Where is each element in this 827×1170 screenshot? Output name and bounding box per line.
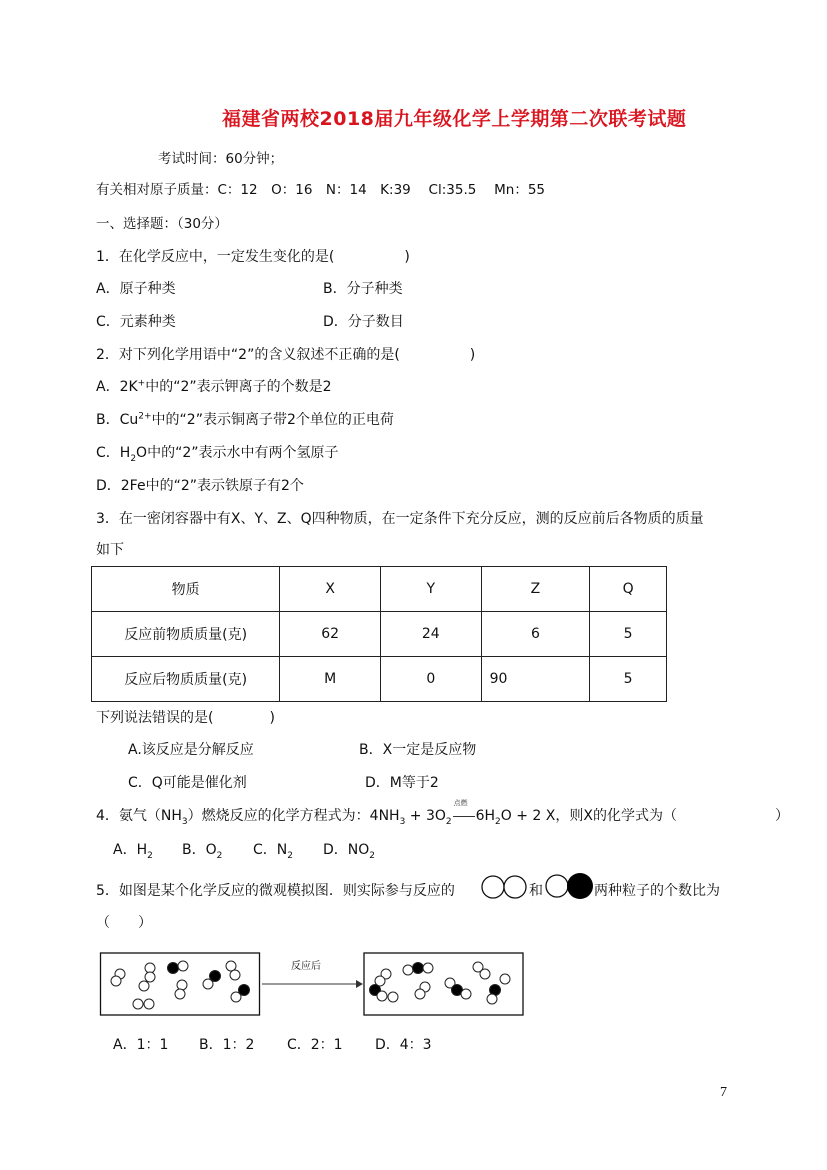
question-5-paren: （ ） <box>96 915 152 931</box>
q3-option-d: D．M等于2 <box>365 775 439 791</box>
page-number: 7 <box>720 1085 727 1100</box>
q4-option-c: C．$N_2$ <box>253 842 293 861</box>
table-cell: 0 <box>380 657 481 702</box>
question-3-stem-cont: 如下 <box>96 542 124 558</box>
question-2-stem: 2．对下列化学用语中“2”的含义叙述不正确的是( ) <box>96 347 476 363</box>
question-4-stem: 4．氨气$(NH_3)$燃烧反应的化学方程式为：$4NH_3 + 3O_2$ 点燃 $6H_2O + 2$ X，则X的化学式为（ ） <box>96 799 789 827</box>
q4-option-b: B．$O_2$ <box>182 842 223 861</box>
q1-option-a: A．原子种类 <box>96 281 176 297</box>
table-cell: 62 <box>280 612 381 657</box>
table-row <box>92 567 667 612</box>
question-1-stem: 1．在化学反应中，一定发生变化的是( ) <box>96 249 410 265</box>
table-cell: M <box>280 657 381 702</box>
q1-option-c: C．元素种类 <box>96 314 176 330</box>
q5-option-c: C．2：1 <box>287 1037 343 1053</box>
question-3-stem: 3．在一密闭容器中有X、Y、Z、Q四种物质，在一定条件下充分反应，测的反应前后各物质的质量 <box>96 511 704 527</box>
exam-time: 考试时间：60分钟； <box>158 151 284 167</box>
q4-option-a: A．$H_2$ <box>113 842 153 861</box>
table-cell: X <box>280 567 381 612</box>
table-cell: 5 <box>590 612 667 657</box>
section-heading: 一、选择题：（30分） <box>96 216 228 232</box>
mass-table <box>91 566 667 702</box>
table-cell: 5 <box>590 657 667 702</box>
q2-option-b: B．$Cu^{2+}$中的“2”表示铜离子带2个单位的正电荷 <box>96 411 394 428</box>
question-5-stem-post: 两种粒子的个数比为 <box>594 883 720 899</box>
q5-option-d: D．4：3 <box>375 1037 432 1053</box>
q3-option-b: B．X一定是反应物 <box>359 742 477 758</box>
white-molecule-icon <box>481 874 529 900</box>
table-cell: Z <box>481 567 590 612</box>
q3-option-c: C．Q可能是催化剂 <box>128 775 247 791</box>
table-cell: 90 <box>481 657 590 702</box>
reaction-condition: 点燃 <box>452 809 476 823</box>
table-cell: 反应后物质质量(克) <box>92 657 280 702</box>
atomic-mass: 有关相对原子质量：C：12 O：16 N：14 K:39 Cl:35.5 Mn：55 <box>96 182 546 198</box>
table-cell: 24 <box>380 612 481 657</box>
table-cell: Q <box>590 567 667 612</box>
q3-option-a: A.该反应是分解反应 <box>128 742 254 758</box>
after-box <box>364 953 523 1015</box>
q1-option-b: B．分子种类 <box>323 281 403 297</box>
q2-option-d: D．2Fe中的“2”表示铁原子有2个 <box>96 478 304 494</box>
table-cell: 6 <box>481 612 590 657</box>
q2-option-a: A．2K+中的“2”表示钾离子的个数是2 <box>96 378 332 395</box>
arrow-label: 反应后 <box>291 961 321 972</box>
table-cell: 物质 <box>92 567 280 612</box>
question-3-prompt: 下列说法错误的是( ) <box>96 710 275 726</box>
q2-option-c: C．$H_2O$中的“2”表示水中有两个氢原子 <box>96 445 339 464</box>
page-title: 福建省两校2018届九年级化学上学期第二次联考试题 <box>222 108 687 130</box>
q5-option-b: B．1：2 <box>199 1037 255 1053</box>
question-5-stem-mid: 和 <box>529 883 543 899</box>
question-5-stem-pre: 5．如图是某个化学反应的微观模拟图．则实际参与反应的 <box>96 883 455 899</box>
q4-option-d: D．$NO_2$ <box>323 842 376 861</box>
table-cell: 反应前物质质量(克) <box>92 612 280 657</box>
table-row <box>92 657 667 702</box>
q1-option-d: D．分子数目 <box>323 314 404 330</box>
table-row <box>92 612 667 657</box>
table-cell: Y <box>380 567 481 612</box>
black-molecule-icon <box>544 872 596 900</box>
q5-option-a: A．1：1 <box>113 1037 169 1053</box>
